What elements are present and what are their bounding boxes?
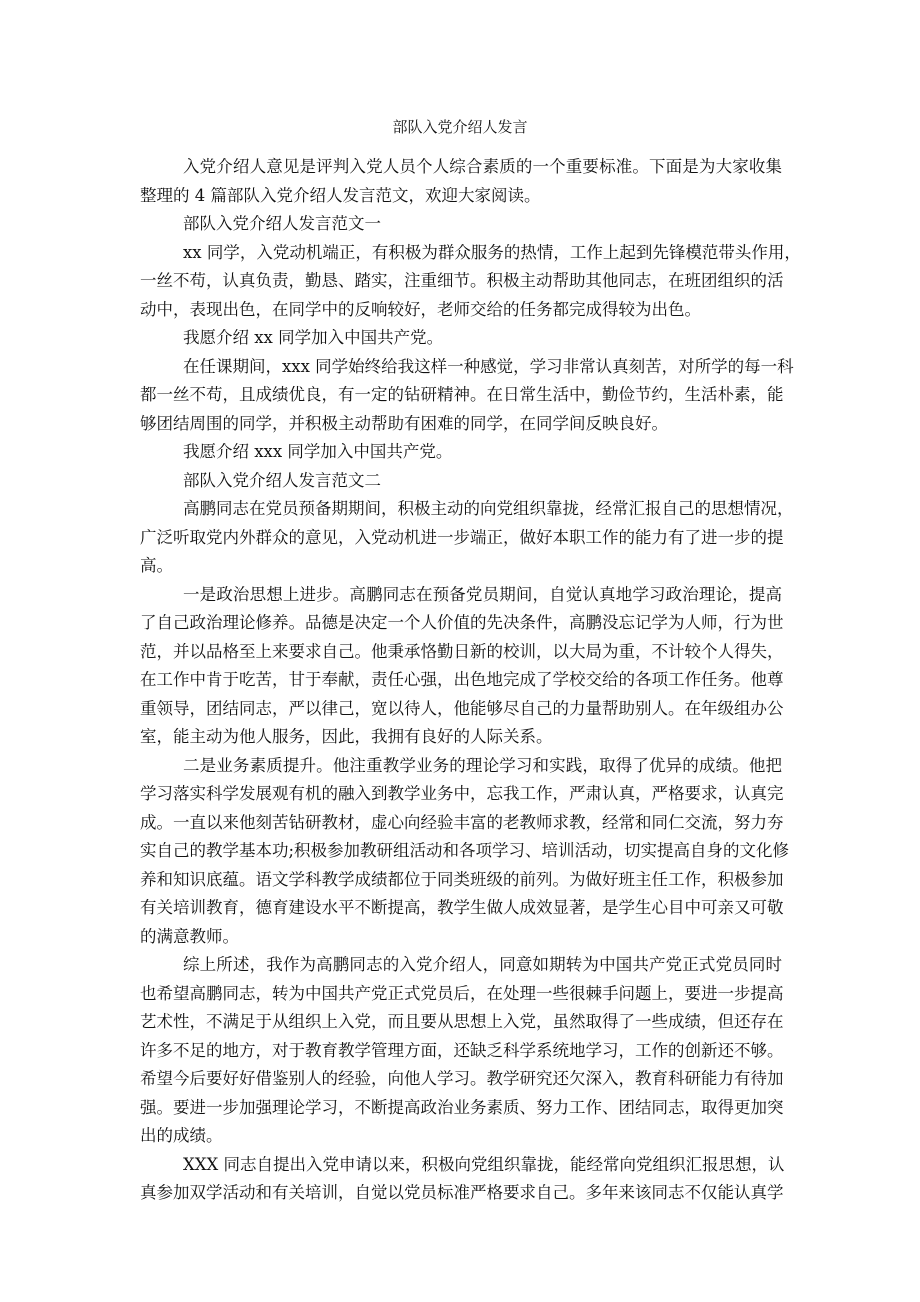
text-line: 实自己的教学基本功;积极参加教研组活动和各项学习、培训活动，切实提高自身的文化修 [140, 841, 790, 860]
text-line: XXX 同志自提出入党申请以来，积极向党组织靠拢，能经常向党组织汇报思想，认 [183, 1154, 785, 1174]
text-line: 我愿介绍 xxx 同学加入中国共产党。 [183, 442, 453, 461]
paragraph [140, 438, 782, 467]
text-line: 入党介绍人意见是评判入党人员个人综合素质的一个重要标准。下面是为大家收集 [183, 157, 782, 176]
document-title: 部队入党介绍人发言 [392, 118, 528, 136]
text-line: 部队入党介绍人发言范文一 [183, 214, 381, 233]
text-line: 重领导，团结同志，严以律己，宽以待人，他能够尽自己的力量帮助别人。在年级组办公 [140, 698, 784, 718]
text-line: 都一丝不苟，且成绩优良，有一定的钻研精神。在日常生活中，勤俭节约，生活朴素，能 [140, 385, 784, 404]
text-line: 强。要进一步加强理论学习，不断提高政治业务素质、努力工作、团结同志，取得更加突 [140, 1097, 784, 1117]
paragraph [140, 951, 782, 1151]
text-line: 养和知识底蕴。语文学科教学成绩都位于同类班级的前列。为做好班主任工作，积极参加 [140, 869, 784, 889]
text-line: 出的成绩。 [140, 1126, 223, 1145]
paragraph [140, 353, 794, 439]
text-line: 范，并以品格至上来要求自己。他秉承恪勤日新的校训，以大局为重，不计较个人得失， [140, 641, 784, 661]
text-line: 希望今后要好好借鉴别人的经验，向他人学习。教学研究还欠深入，教育科研能力有待加 [140, 1069, 784, 1088]
text-line: 高鹏同志在党员预备期期间，积极主动的向党组织靠拢，经常汇报自己的思想情况， [183, 499, 794, 518]
text-line: 够团结周围的同学，并积极主动帮助有困难的同学，在同学间反映良好。 [140, 413, 668, 433]
text-line: 学习落实科学发展观有机的融入到教学业务中，忘我工作，严肃认真，严格要求，认真完 [140, 784, 784, 803]
paragraph [140, 467, 782, 496]
text-line: 一丝不苟，认真负责，勤恳、踏实，注重细节。积极主动帮助其他同志，在班团组织的活 [140, 271, 784, 290]
paragraph [140, 752, 790, 952]
text-line: xx 同学，入党动机端正，有积极为群众服务的热情，工作上起到先锋模范带头作用， [183, 242, 801, 262]
paragraph [140, 495, 794, 581]
text-line: 许多不足的地方，对于教育教学管理方面，还缺乏科学系统地学习，工作的创新还不够。 [140, 1040, 784, 1060]
text-line: 也希望高鹏同志，转为中国共产党正式党员后，在处理一些很棘手问题上，要进一步提高 [140, 983, 784, 1003]
text-line: 在任课期间，xxx 同学始终给我这样一种感觉，学习非常认真刻苦，对所学的每一科 [183, 356, 794, 376]
text-line: 二是业务素质提升。他注重教学业务的理论学习和实践，取得了优异的成绩。他把 [183, 755, 782, 775]
text-line: 一是政治思想上进步。高鹏同志在预备党员期间，自觉认真地学习政治理论，提高 [183, 584, 782, 604]
text-line: 成。一直以来他刻苦钻研教材，虚心向经验丰富的老教师求教，经常和同仁交流，努力夯 [140, 812, 784, 832]
text-line: 我愿介绍 xx 同学加入中国共产党。 [183, 328, 444, 347]
text-line: 部队入党介绍人发言范文二 [183, 470, 381, 490]
text-line: 艺术性，不满足于从组织上入党，而且要从思想上入党，虽然取得了一些成绩，但还存在 [140, 1012, 784, 1031]
text-line: 广泛听取党内外群众的意见，入党动机进一步端正，做好本职工作的能力有了进一步的提 [140, 527, 784, 547]
text-line: 了自己政治理论修养。品德是决定一个人价值的先决条件，高鹏没忘记学为人师，行为世 [140, 613, 784, 632]
text-line: 综上所述，我作为高鹏同志的入党介绍人，同意如期转为中国共产党正式党员同时 [183, 955, 782, 974]
text-line: 动中，表现出色，在同学中的反响较好，老师交给的任务都完成得较为出色。 [140, 299, 701, 319]
text-line: 高。 [140, 556, 173, 575]
text-line: 的满意教师。 [140, 926, 239, 946]
paragraph [140, 581, 782, 752]
text-line: 室，能主动为他人服务，因此，我拥有良好的人际关系。 [140, 727, 553, 746]
text-line: 在工作中肯于吃苦，甘于奉献，责任心强，出色地完成了学校交给的各项工作任务。他尊 [140, 670, 784, 689]
text-line: 整理的 4 篇部队入党介绍人发言范文，欢迎大家阅读。 [140, 185, 541, 205]
paragraph [140, 210, 782, 239]
document-body [140, 153, 801, 1208]
paragraph [140, 324, 782, 353]
text-line: 有关培训教育，德育建设水平不断提高，教学生做人成效显著，是学生心目中可亲又可敬 [140, 898, 784, 917]
paragraph [140, 1151, 785, 1208]
paragraph [140, 153, 782, 210]
paragraph [140, 239, 801, 325]
text-line: 真参加双学活动和有关培训，自觉以党员标准严格要求自己。多年来该同志不仅能认真学 [140, 1183, 784, 1202]
